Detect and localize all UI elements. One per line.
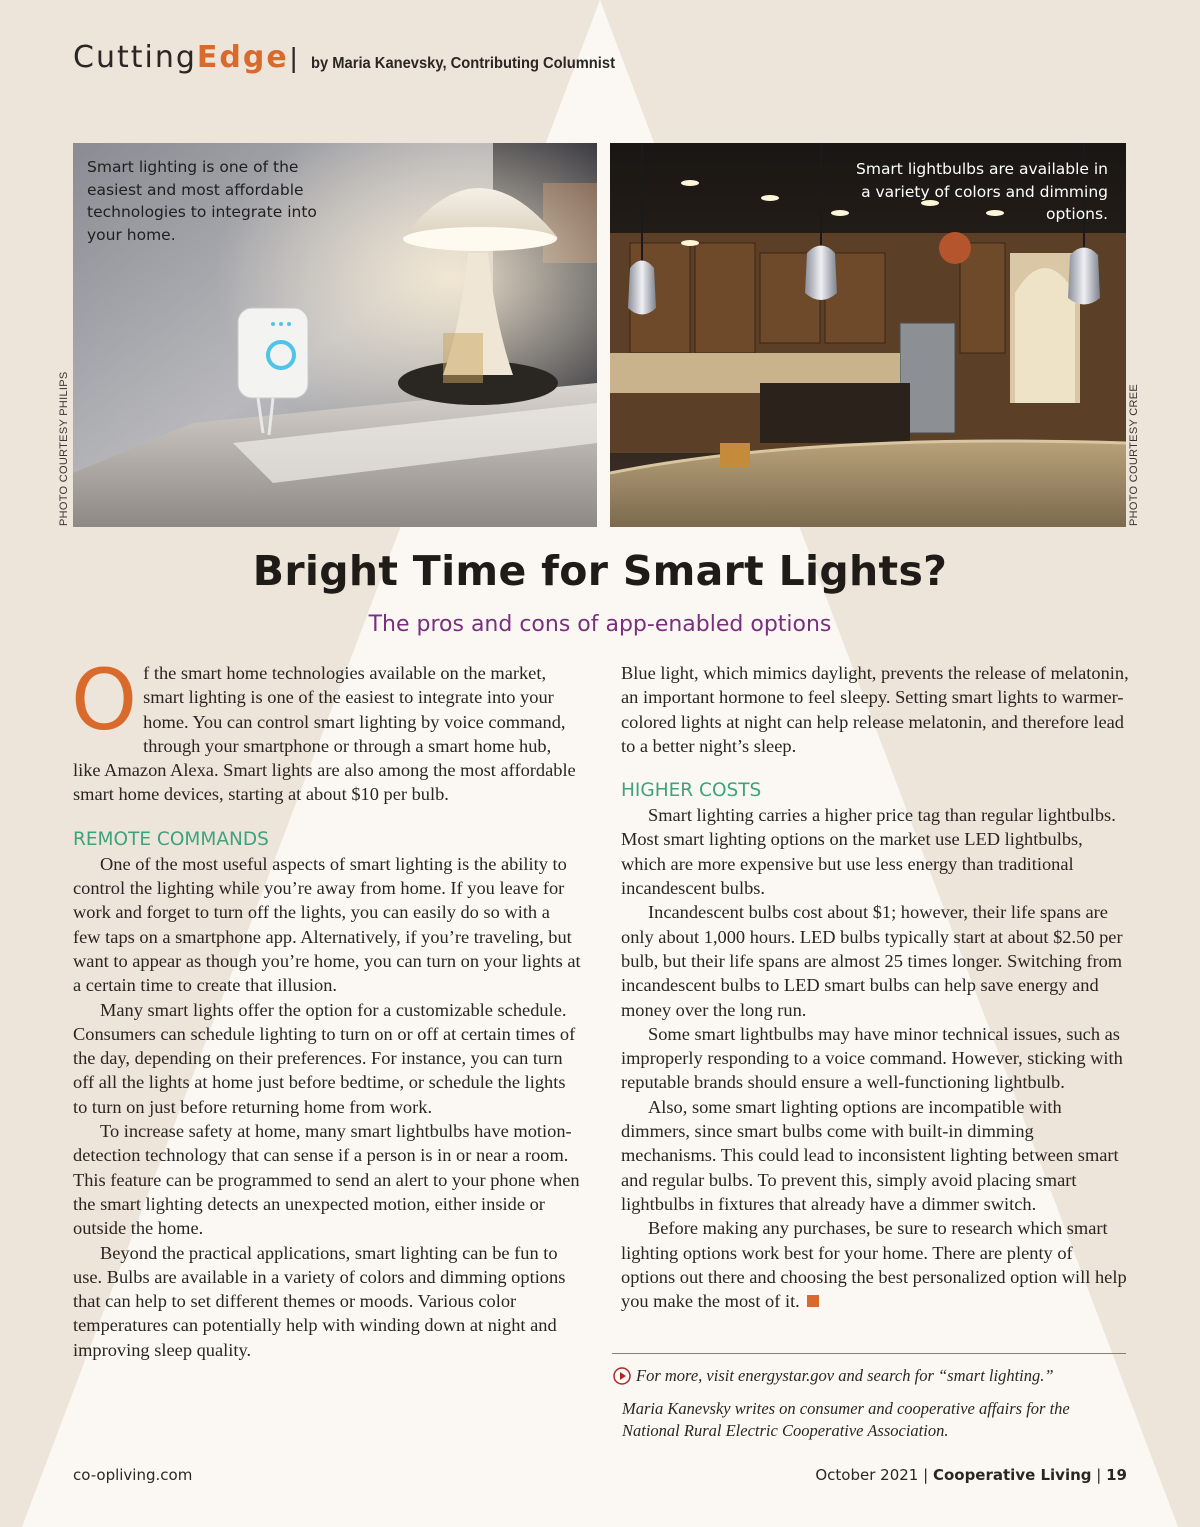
- photo-right-credit: PHOTO COURTESY CREE: [1128, 383, 1140, 526]
- more-info-text: For more, visit energystar.gov and search for “smart lighting.”: [636, 1366, 1054, 1385]
- column-left: [71, 651, 581, 1362]
- photo-kitchen: [610, 143, 1126, 527]
- byline: by Maria Kanevsky, Contributing Columnist: [311, 55, 615, 72]
- footer-issue-info: October 2021 | Cooperative Living | 19: [815, 1466, 1127, 1484]
- paragraph-costs-1: Smart lighting carries a higher price tag than regular lightbulbs. Most smart lighting options on the market use LED lightbulbs, which are more expensive but use less energy than traditional incandescent bulbs.: [621, 805, 1116, 899]
- closing-text: Before making any purchases, be sure to research which smart lighting options work best for your home. There are plenty of options out there and choosing the best personalized option will help you make the most of it.: [621, 1218, 1127, 1312]
- footer-issue-date: October 2021: [815, 1466, 919, 1484]
- paragraph-costs-2: Incandescent bulbs cost about $1; however, their life spans are only about 1,000 hours. LED bulbs typically start at about $2.50 per bulb, but their life spans are almost 25 times longer. Switching from incandescent bulbs to LED smart bulbs can help save energy and money over the long run.: [621, 902, 1123, 1020]
- paragraph-costs-5: [621, 1216, 1131, 1313]
- footer-page-number: 19: [1106, 1466, 1127, 1484]
- play-circle-icon: [613, 1367, 631, 1385]
- brand-separator: |: [290, 42, 298, 73]
- drop-cap: O: [71, 651, 138, 749]
- intro-text: f the smart home technologies available on the market, smart lighting is one of the easiest to integrate into your home. You can control smart lighting by voice command, through your smartphone or through a smart home hub, like Amazon Alexa. Smart lights are also among the most affordable smart home devices, starting at about $10 per bulb.: [73, 663, 576, 805]
- photo-right-caption: Smart lightbulbs are available in a variety of colors and dimming options.: [856, 160, 1108, 223]
- paragraph-costs-3: Some smart lightbulbs may have minor technical issues, such as improperly responding to a voice command. However, sticking with reputable brands should ensure a well-functioning lightbulb.: [621, 1023, 1123, 1093]
- more-info: [613, 1366, 1054, 1386]
- paragraph-remote-2: Many smart lights offer the option for a customizable schedule. Consumers can schedule lighting to turn on or off at certain times of the day, depending on their preferences. For instance, you can turn off all the lights at home just before bedtime, or schedule the lights to turn on just before returning home from work.: [73, 999, 576, 1117]
- brand-accent: Edge: [196, 40, 289, 75]
- footer-website: co-opliving.com: [73, 1466, 193, 1484]
- heading-remote-commands: REMOTE COMMANDS: [73, 828, 269, 850]
- photo-smart-lamp: [73, 143, 597, 527]
- paragraph-costs-4: Also, some smart lighting options are incompatible with dimmers, since smart bulbs come with built-in dimming mechanisms. This could lead to inconsistent lighting between smart and regular bulbs. To prevent this, simply avoid placing smart lightbulbs in fixtures that already have a dimmer switch.: [621, 1096, 1119, 1214]
- paragraph-blue-light: Blue light, which mimics daylight, prevents the release of melatonin, an important hormone to feel sleepy. Setting smart lights to warmer-colored lights at night can help release melatonin, and therefore lead to a better night’s sleep.: [621, 663, 1129, 756]
- photo-left-credit: PHOTO COURTESY PHILIPS: [58, 371, 70, 526]
- article-title: Bright Time for Smart Lights?: [252, 547, 948, 595]
- brand-prefix: Cutting: [73, 40, 197, 75]
- article-subtitle: The pros and cons of app-enabled options: [368, 612, 832, 637]
- photo-left-caption: Smart lighting is one of the easiest and most affordable technologies to integrate into your home.: [87, 158, 317, 244]
- end-square-icon: [807, 1295, 819, 1307]
- intro-paragraph: [71, 651, 581, 807]
- author-bio: Maria Kanevsky writes on consumer and cooperative affairs for the National Rural Electric Cooperative Association.: [622, 1399, 1070, 1440]
- column-brand: [73, 40, 289, 75]
- column-right: [621, 661, 1131, 1313]
- paragraph-remote-4: Beyond the practical applications, smart lighting can be fun to use. Bulbs are available in a variety of colors and dimming options that can help to set different themes or moods. Various color temperatures can potentially help with winding down at night and improving sleep quality.: [73, 1242, 566, 1360]
- footer-magazine: Cooperative Living: [932, 1466, 1092, 1484]
- paragraph-remote-3: To increase safety at home, many smart lightbulbs have motion-detection technology that can sense if a person is in or near a room. This feature can be programmed to send an alert to your phone when the smart lighting detects an unexpected motion, either inside or outside the home.: [73, 1121, 580, 1239]
- paragraph-remote-1: One of the most useful aspects of smart lighting is the ability to control the lighting while you’re away from home. If you leave for work and forget to turn off the lights, you can easily do so with a few taps on a smartphone app. Alternatively, if you’re traveling, but want to appear as though you’re home, you can turn on your lights at a certain time to create that illusion.: [73, 853, 581, 996]
- heading-higher-costs: HIGHER COSTS: [621, 780, 762, 802]
- divider-rule: [612, 1353, 1126, 1354]
